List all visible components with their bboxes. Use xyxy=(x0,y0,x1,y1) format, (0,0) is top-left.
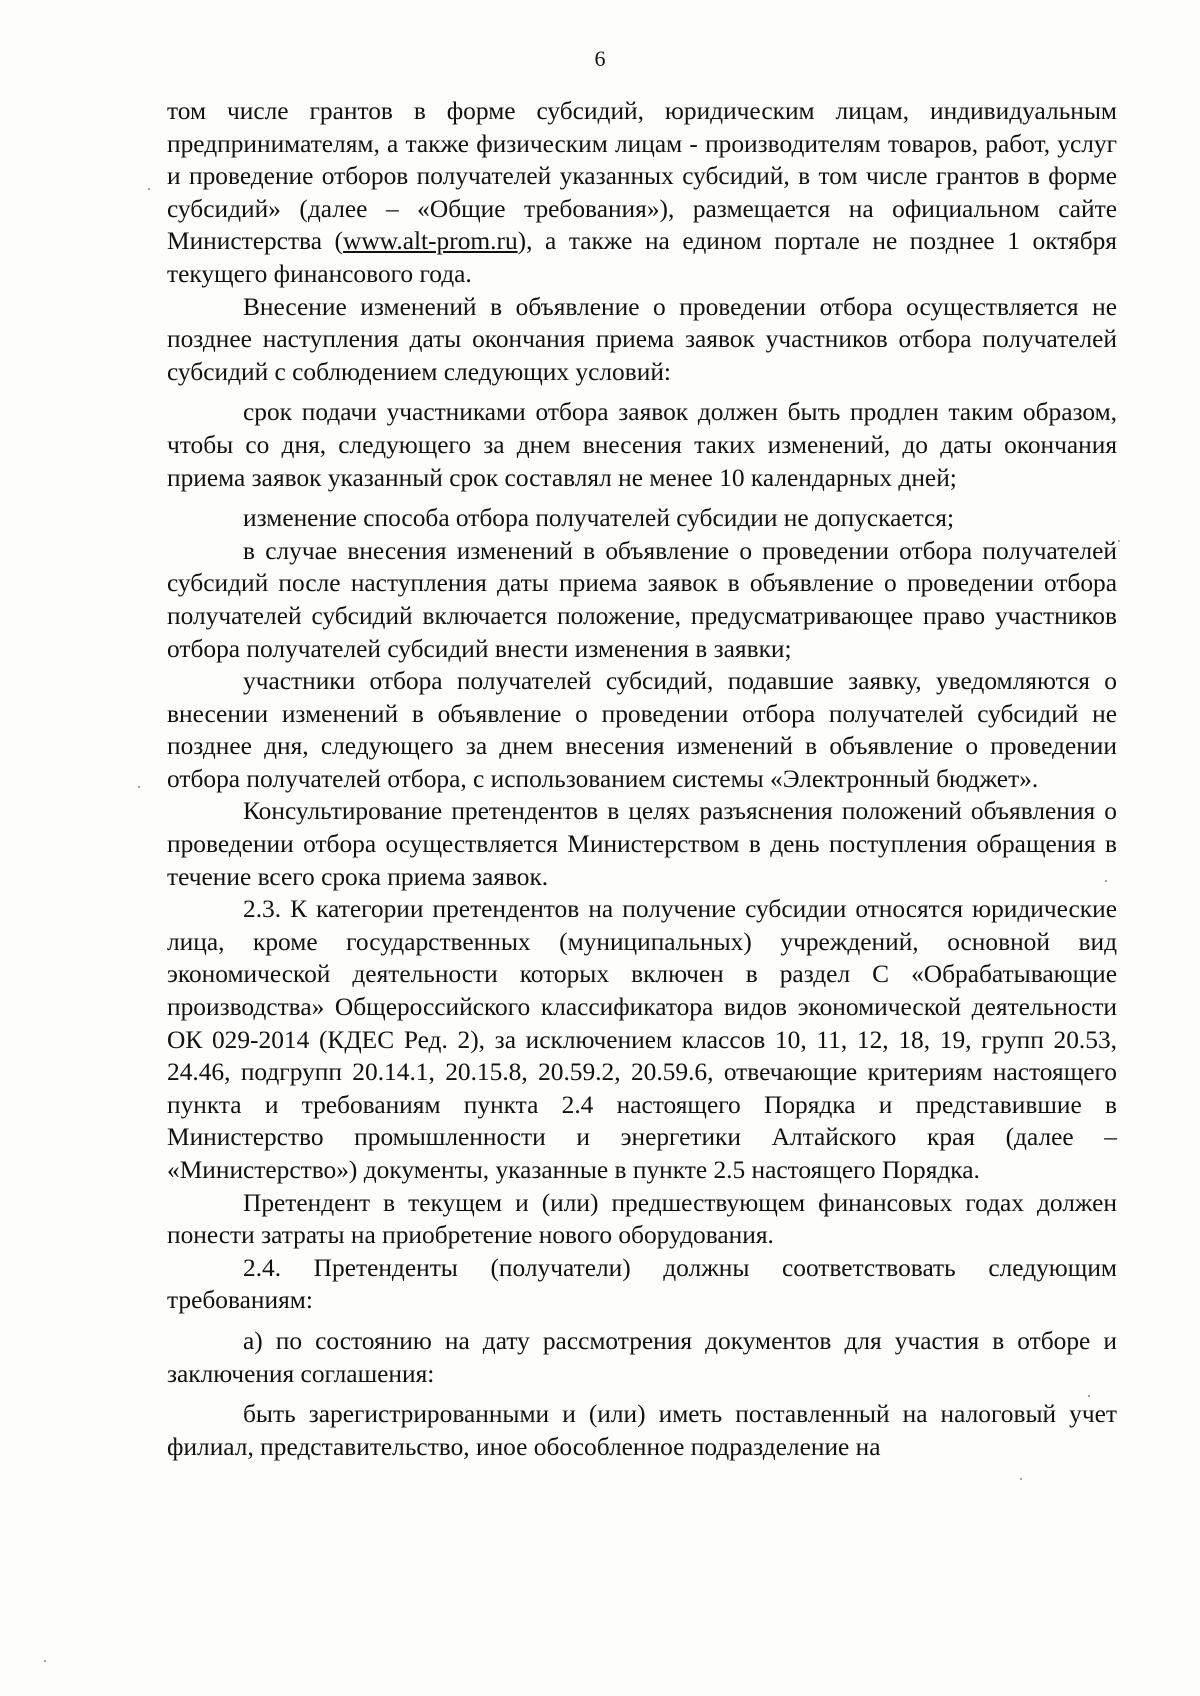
document-body xyxy=(167,95,1117,1463)
paragraph-application-changes: в случае внесения изменений в объявление о проведении отбора получателей субсидий после наступления даты приема заявок в объявление о проведении отбора получателей субсидий включается положение, предусматривающее право участников отбора получателей субсидий внести изменения в заявки; xyxy=(167,536,1117,663)
paragraph-text: ), а также на едином портале не позднее 1 октября текущего финансового года. xyxy=(167,227,1117,288)
paragraph-method-unchanged: изменение способа отбора получателей субсидии не допускается; xyxy=(243,504,955,533)
paragraph-registration: быть зарегистрированными и (или) иметь поставленный на налоговый учет филиал, представительство, иное обособленное подразделение на xyxy=(167,1400,1117,1461)
paragraph-notification: участники отбора получателей субсидий, подавшие заявку, уведомляются о внесении изменений в объявление о проведении отбора получателей субсидий не позднее дня, следующего за днем внесения изменений в объявление о проведении отбора получателей отбора, с использованием системы «Электронный бюджет». xyxy=(167,667,1117,793)
paragraph-equipment-costs: Претендент в текущем и (или) предшествующем финансовых годах должен понести затраты на приобретение нового оборудования. xyxy=(167,1188,1117,1250)
paragraph-text: том числе грантов в форме субсидий, юридическим лицам, индивидуальным предпринимателям, а также физическим лицам - производителям товаров, работ, услуг и проведение отборов получателей указанных субсидий, в том числе грантов в форме субсидий» (далее – «Общие требования»), размещается на официальном сайте Министерства ( xyxy=(167,97,1117,256)
paragraph-section-2-3: 2.3. К категории претендентов на получение субсидии относятся юридические лица, кроме государственных (муниципальных) учреждений, основной вид экономической деятельности которых включен в раздел С «Обрабатывающие производства» Общероссийского классификатора видов экономической деятельности ОК 029-2014 (КДЕС Ред. 2), за исключением классов 10, 11, 12, 18, 19, групп 20.53, 24.46, подгрупп 20.14.1, 20.15.8, 20.59.2, 20.59.6, отвечающие критериям настоящего пункта и требованиям пункта 2.4 настоящего Порядка и представившие в Министерство промышленности и энергетики Алтайского края (далее – «Министерство») документы, указанные в пункте 2.5 настоящего Порядка. xyxy=(167,895,1117,1184)
paragraph-consultation: Консультирование претендентов в целях разъяснения положений объявления о проведении отбора осуществляется Министерством в день поступления обращения в течение всего срока приема заявок. xyxy=(167,797,1117,891)
ministry-website-link[interactable]: www.alt-prom.ru xyxy=(343,227,518,256)
scan-speck xyxy=(1118,540,1120,542)
paragraph-general-requirements xyxy=(167,95,1117,291)
scan-speck xyxy=(1088,1395,1090,1397)
paragraph-item-a: а) по состоянию на дату рассмотрения документов для участия в отборе и заключения соглашения: xyxy=(167,1326,1117,1388)
paragraph-deadline-extension: срок подачи участниками отбора заявок должен быть продлен таким образом, чтобы со дня, следующего за днем внесения таких изменений, до даты окончания приема заявок указанный срок составлял не менее 10 календарных дней; xyxy=(167,398,1117,492)
scan-speck xyxy=(44,1660,46,1662)
paragraph-amendments: Внесение изменений в объявление о проведении отбора осуществляется не позднее наступления даты окончания приема заявок участников отбора получателей субсидий с соблюдением следующих условий: xyxy=(167,292,1117,386)
paragraph-section-2-4: 2.4. Претенденты (получатели) должны соответствовать следующим требованиям: xyxy=(167,1253,1117,1315)
scan-speck xyxy=(148,188,150,190)
scan-speck xyxy=(138,786,140,788)
page-number: 6 xyxy=(594,46,606,71)
scan-speck xyxy=(1105,880,1107,882)
scan-speck xyxy=(1020,1478,1022,1480)
